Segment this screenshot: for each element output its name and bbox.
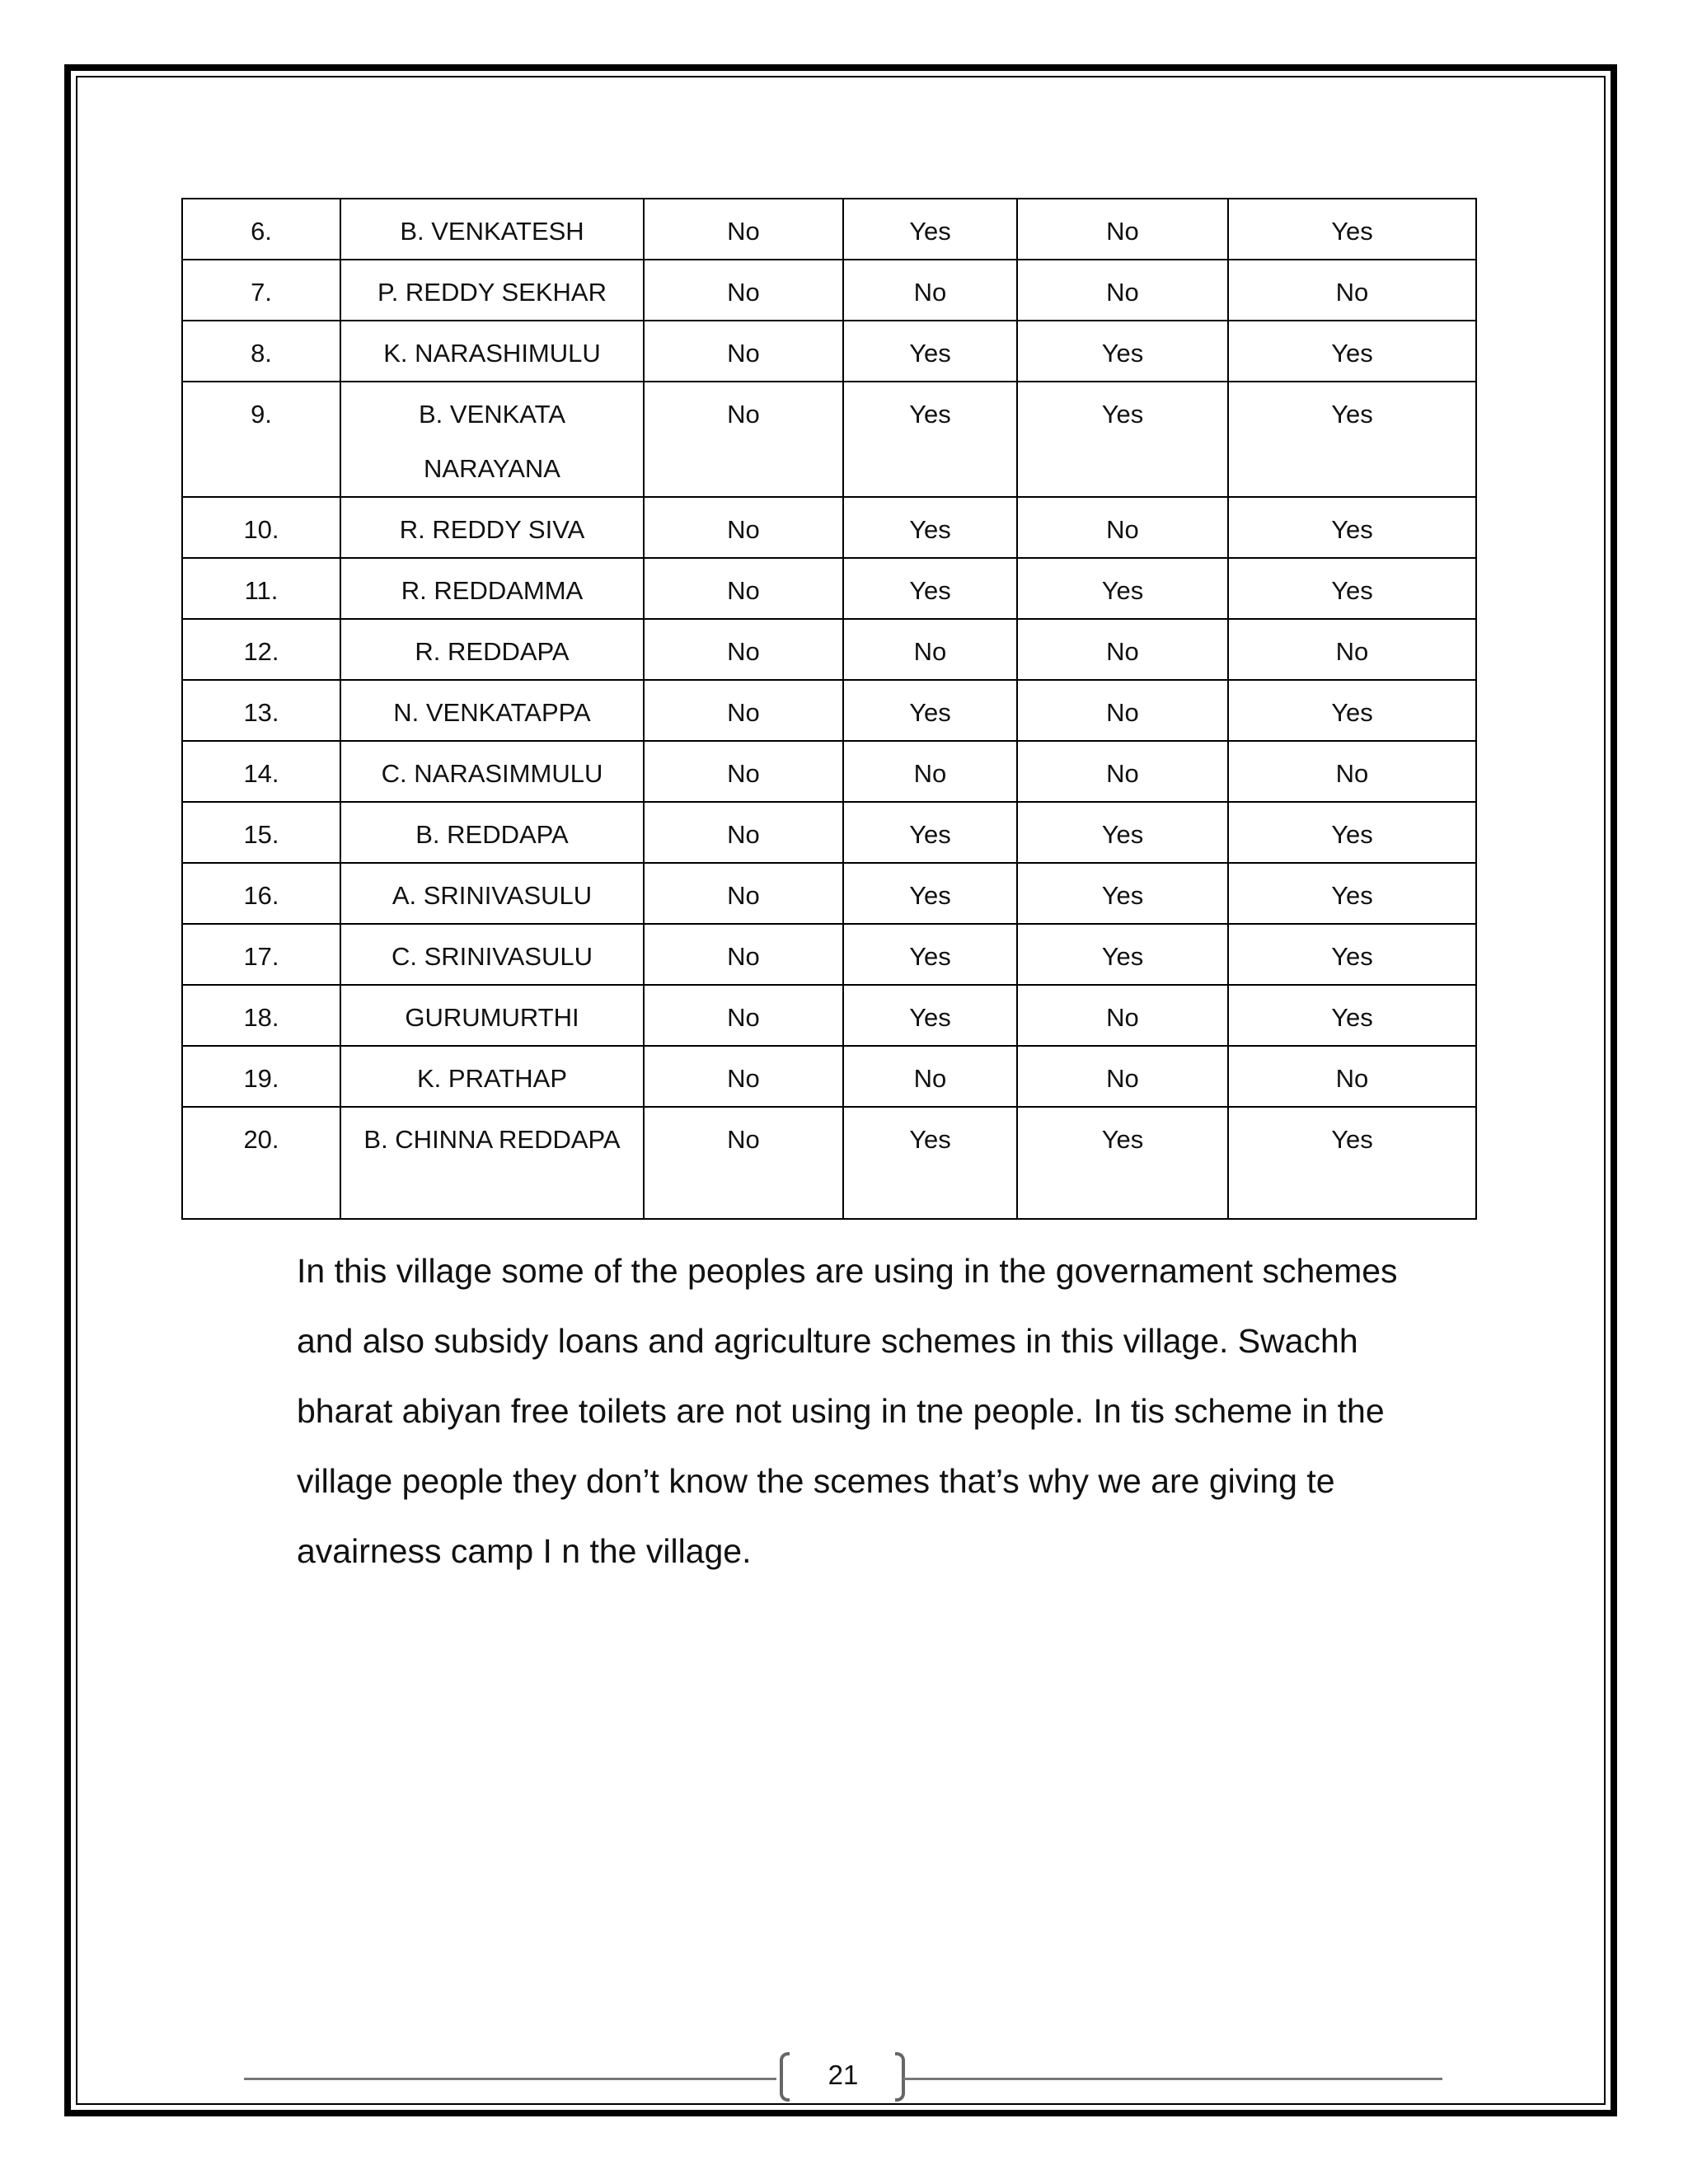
table-row — [182, 1107, 1476, 1219]
name-cell: B. VENKATA NARAYANA — [340, 382, 644, 497]
response-cell-3: No — [1017, 199, 1228, 260]
table-row — [182, 985, 1476, 1046]
serial-number-cell: 11. — [182, 558, 340, 619]
response-cell-3: No — [1017, 260, 1228, 321]
name-cell: K. PRATHAP — [340, 1046, 644, 1107]
name-cell: B. VENKATESH — [340, 199, 644, 260]
page-number-bracket-left — [780, 2052, 790, 2102]
response-cell-2: No — [843, 619, 1017, 680]
response-cell-2: Yes — [843, 1107, 1017, 1219]
response-cell-3: No — [1017, 985, 1228, 1046]
response-cell-4: Yes — [1228, 199, 1476, 260]
name-cell: N. VENKATAPPA — [340, 680, 644, 741]
name-cell: R. REDDAMMA — [340, 558, 644, 619]
name-cell: R. REDDY SIVA — [340, 497, 644, 558]
response-cell-4: Yes — [1228, 802, 1476, 863]
table-row — [182, 497, 1476, 558]
response-cell-1: No — [644, 382, 843, 497]
table-row — [182, 680, 1476, 741]
response-cell-2: Yes — [843, 382, 1017, 497]
response-cell-4: Yes — [1228, 924, 1476, 985]
response-cell-4: No — [1228, 260, 1476, 321]
response-cell-4: Yes — [1228, 497, 1476, 558]
response-cell-3: Yes — [1017, 863, 1228, 924]
response-cell-2: No — [843, 260, 1017, 321]
response-cell-2: Yes — [843, 199, 1017, 260]
response-cell-4: Yes — [1228, 1107, 1476, 1219]
response-cell-2: Yes — [843, 497, 1017, 558]
response-cell-2: No — [843, 741, 1017, 802]
response-cell-4: Yes — [1228, 863, 1476, 924]
response-cell-4: No — [1228, 1046, 1476, 1107]
serial-number-cell: 20. — [182, 1107, 340, 1219]
response-cell-4: No — [1228, 619, 1476, 680]
serial-number-cell: 9. — [182, 382, 340, 497]
response-cell-1: No — [644, 199, 843, 260]
response-cell-3: Yes — [1017, 924, 1228, 985]
response-cell-3: No — [1017, 1046, 1228, 1107]
response-cell-1: No — [644, 802, 843, 863]
response-cell-1: No — [644, 1107, 843, 1219]
page-number: 21 — [828, 2060, 859, 2090]
name-cell: B. REDDAPA — [340, 802, 644, 863]
response-cell-2: Yes — [843, 558, 1017, 619]
response-cell-3: No — [1017, 680, 1228, 741]
name-cell: R. REDDAPA — [340, 619, 644, 680]
response-cell-3: Yes — [1017, 802, 1228, 863]
response-cell-3: Yes — [1017, 1107, 1228, 1219]
survey-table-body — [182, 199, 1476, 1219]
response-cell-1: No — [644, 863, 843, 924]
response-cell-4: No — [1228, 741, 1476, 802]
serial-number-cell: 8. — [182, 321, 340, 382]
serial-number-cell: 17. — [182, 924, 340, 985]
response-cell-1: No — [644, 741, 843, 802]
response-cell-4: Yes — [1228, 680, 1476, 741]
response-cell-4: Yes — [1228, 558, 1476, 619]
serial-number-cell: 13. — [182, 680, 340, 741]
response-cell-1: No — [644, 985, 843, 1046]
response-cell-2: Yes — [843, 321, 1017, 382]
table-row — [182, 321, 1476, 382]
response-cell-3: Yes — [1017, 558, 1228, 619]
serial-number-cell: 19. — [182, 1046, 340, 1107]
name-cell: GURUMURTHI — [340, 985, 644, 1046]
serial-number-cell: 18. — [182, 985, 340, 1046]
response-cell-2: Yes — [843, 924, 1017, 985]
table-row — [182, 924, 1476, 985]
response-cell-2: Yes — [843, 802, 1017, 863]
response-cell-1: No — [644, 497, 843, 558]
table-row — [182, 741, 1476, 802]
response-cell-1: No — [644, 619, 843, 680]
table-row — [182, 863, 1476, 924]
name-cell: C. NARASIMMULU — [340, 741, 644, 802]
name-cell: A. SRINIVASULU — [340, 863, 644, 924]
response-cell-2: Yes — [843, 680, 1017, 741]
serial-number-cell: 7. — [182, 260, 340, 321]
serial-number-cell: 12. — [182, 619, 340, 680]
response-cell-4: Yes — [1228, 382, 1476, 497]
response-cell-4: Yes — [1228, 321, 1476, 382]
response-cell-2: Yes — [843, 985, 1017, 1046]
table-row — [182, 1046, 1476, 1107]
name-cell: C. SRINIVASULU — [340, 924, 644, 985]
table-row — [182, 260, 1476, 321]
response-cell-3: No — [1017, 497, 1228, 558]
table-row — [182, 619, 1476, 680]
response-cell-2: No — [843, 1046, 1017, 1107]
response-cell-1: No — [644, 260, 843, 321]
page-number-bracket-right — [895, 2052, 905, 2102]
name-cell: K. NARASHIMULU — [340, 321, 644, 382]
response-cell-1: No — [644, 924, 843, 985]
response-cell-2: Yes — [843, 863, 1017, 924]
response-cell-1: No — [644, 321, 843, 382]
serial-number-cell: 14. — [182, 741, 340, 802]
response-cell-3: Yes — [1017, 382, 1228, 497]
table-row — [182, 558, 1476, 619]
name-cell: P. REDDY SEKHAR — [340, 260, 644, 321]
body-paragraph: In this village some of the peoples are using in the governament schemes and also subsidy loans and agriculture schemes in this village. Swachh bharat abiyan free toilets are not using in tne people. In tis scheme in the village people they don’t know the scemes that’s why we are giving te avairness camp I n the village. — [297, 1252, 1398, 1570]
table-row — [182, 802, 1476, 863]
response-cell-4: Yes — [1228, 985, 1476, 1046]
name-cell: B. CHINNA REDDAPA — [340, 1107, 644, 1219]
serial-number-cell: 16. — [182, 863, 340, 924]
serial-number-cell: 6. — [182, 199, 340, 260]
response-cell-3: No — [1017, 741, 1228, 802]
table-row — [182, 199, 1476, 260]
response-cell-1: No — [644, 680, 843, 741]
serial-number-cell: 10. — [182, 497, 340, 558]
response-cell-1: No — [644, 558, 843, 619]
footer-rule-right — [903, 2078, 1442, 2080]
serial-number-cell: 15. — [182, 802, 340, 863]
response-cell-3: No — [1017, 619, 1228, 680]
footer-rule-left — [244, 2078, 776, 2080]
table-row — [182, 382, 1476, 497]
response-cell-3: Yes — [1017, 321, 1228, 382]
response-cell-1: No — [644, 1046, 843, 1107]
survey-table — [181, 198, 1477, 1220]
